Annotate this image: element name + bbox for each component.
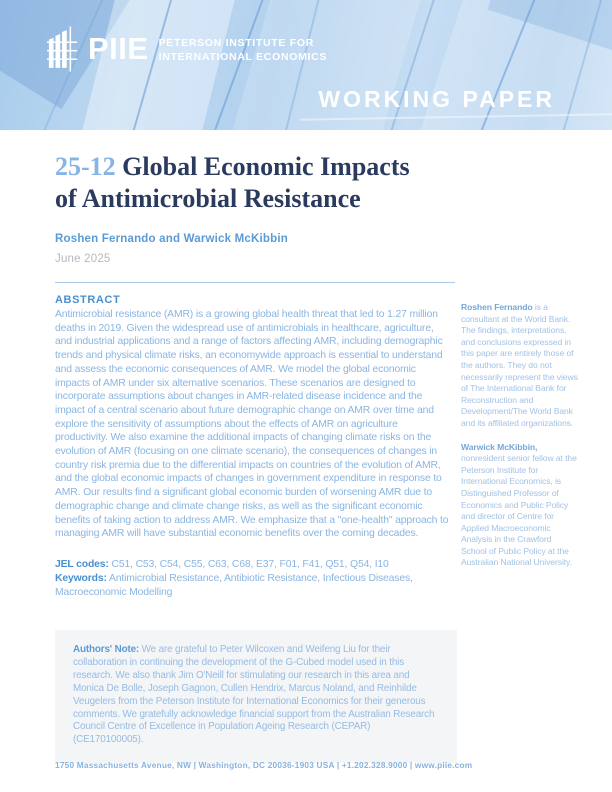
piie-building-icon xyxy=(47,26,79,72)
section-divider xyxy=(55,282,455,283)
piie-logo xyxy=(47,26,327,72)
piie-institute-name xyxy=(159,34,328,64)
author-bios-sidebar xyxy=(461,302,579,569)
author-name: Roshen Fernando xyxy=(461,302,533,312)
abstract-heading: ABSTRACT xyxy=(55,294,121,306)
jel-codes-label: JEL codes: xyxy=(55,559,109,570)
authors-note-text xyxy=(73,644,439,747)
paper-title-line1: Global Economic Impacts xyxy=(122,152,410,181)
keywords-label: Keywords: xyxy=(55,572,107,584)
authors-note-box xyxy=(55,630,457,763)
institute-name-line1: PETERSON INSTITUTE FOR xyxy=(158,37,315,49)
authors-byline: Roshen Fernando and Warwick McKibbin xyxy=(55,233,288,245)
header-banner xyxy=(0,0,612,130)
piie-logo-acronym: PIIE xyxy=(88,31,149,66)
jel-codes-values: C51, C53, C54, C55, C63, C68, E37, F01, F41, Q51, Q54, I10 xyxy=(108,559,389,570)
authors-note-label: Authors' Note: xyxy=(73,644,140,655)
institute-name-line2: INTERNATIONAL ECONOMICS xyxy=(158,50,328,63)
author-bio-text: nonresident senior fellow at the Peterson Institute for International Economics, is Distinguished Professor of Economics and Public Policy and director of Centre for Applied Macroeconomic Analysis in the Crawford School of Public Policy at the Australian National University. xyxy=(461,453,577,568)
author-bio-warwick-mckibbin xyxy=(461,442,579,570)
author-bio-roshen-fernando xyxy=(461,302,579,430)
authors-note-body: We are grateful to Peter Wilcoxen and Weifeng Liu for their collaboration in continuing the development of the G-Cubed model used in this research. We also thank Jim O'Neill for stimulating our research in this area and Monica De Bolle, Joseph Gagnon, Cullen Hendrix, Marcus Noland, and Reinhilde Veugelers from the Peterson Institute for International Economics for their generous comments. We gratefully acknowledge financial support from the Australian Research Council Centre of Excellence in Population Ageing Research (CEPAR) (CE170100005). xyxy=(73,644,435,746)
paper-number: 25-12 xyxy=(55,152,116,181)
paper-title xyxy=(55,151,475,215)
abstract-text: Antimicrobial resistance (AMR) is a growing global health threat that led to 1.27 million deaths in 2019. Given the widespread use of antimicrobials in healthcare, agriculture, and industrial applications and a range of factors affecting AMR, including demographic trends and physical climate risks, an economywide approach is essential to understand and assess the economic consequences of AMR. We model the global economic impacts of AMR under six alternative scenarios. These scenarios are designed to incorporate assumptions about changes in AMR-related disease incidence and the impact of a central scenario about future demographic change on AMR over time and explore the sensitivity of assumptions about the effects of AMR on agriculture productivity. We also examine the additional impacts of changing climate risks on the evolution of AMR (focusing on one climate scenario), the consequences of changes in country risk premia due to the differential impacts on countries of the evolution of AMR, and the global economic impacts of changes in government expenditure in response to AMR. Our results find a significant global economic burden of worsening AMR due to demographic change and climate change risks, as well as the significant economic benefits of taking action to address AMR. We emphasize that a "one-health" approach to managing AMR will have substantial economic benefits over the coming decades. xyxy=(55,309,449,540)
author-name: Warwick McKibbin, xyxy=(461,441,538,452)
document-type-label: WORKING PAPER xyxy=(318,86,555,112)
paper-title-line2: of Antimicrobial Resistance xyxy=(55,184,361,213)
institute-address-footer: 1750 Massachusetts Avenue, NW | Washington, DC 20036-1903 USA | +1.202.328.9000 | www.piie.com xyxy=(55,760,473,770)
paper-metadata xyxy=(55,558,453,600)
author-bio-text: is a consultant at the World Bank. The findings, interpretations, and conclusions expressed in this paper are entirely those of the authors. They do not necessarily represent the views of The International Bank for Reconstruction and Development/The World Bank and its affiliated organizations. xyxy=(461,302,578,428)
keywords-values: Antimicrobial Resistance, Antibiotic Resistance, Infectious Diseases, Macroeconomic Modelling xyxy=(55,572,413,598)
publication-date: June 2025 xyxy=(55,253,111,265)
